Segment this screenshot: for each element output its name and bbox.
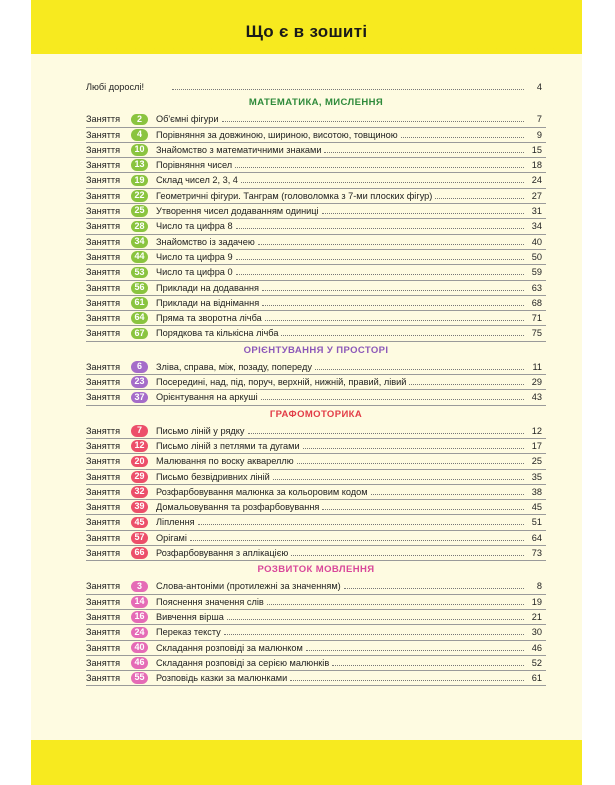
leader-dots (435, 198, 524, 199)
lesson-number-badge: 22 (131, 190, 148, 202)
page-number: 50 (531, 251, 542, 262)
leader-dots (315, 369, 524, 370)
toc-entry[interactable] (86, 439, 546, 454)
page-number: 75 (531, 328, 542, 339)
toc-entry[interactable] (86, 485, 546, 500)
lesson-title: Письмо ліній у рядку (156, 425, 245, 436)
page-number: 18 (531, 160, 542, 171)
toc-entry[interactable] (86, 515, 546, 530)
toc-entry[interactable] (86, 311, 546, 326)
page-number: 21 (531, 611, 542, 622)
lesson-title: Приклади на віднімання (156, 297, 260, 308)
page-number: 46 (531, 642, 542, 653)
lesson-number-badge: 14 (131, 596, 148, 608)
toc-entry[interactable] (86, 470, 546, 485)
page-number: 9 (536, 129, 542, 140)
lesson-number-badge: 37 (131, 392, 148, 404)
leader-dots (290, 680, 524, 681)
lesson-label: Заняття (86, 642, 121, 653)
page-number: 38 (531, 486, 542, 497)
lesson-label: Заняття (86, 673, 121, 684)
toc-entry[interactable] (86, 424, 546, 439)
leader-dots (172, 89, 524, 90)
lesson-title: Розфарбовування малюнка за кольоровим кодом (156, 486, 368, 497)
leader-dots (198, 524, 524, 525)
lesson-label: Заняття (86, 456, 121, 467)
lesson-number-badge: 20 (131, 456, 148, 468)
lesson-title: Число та цифра 9 (156, 251, 233, 262)
lesson-label: Заняття (86, 236, 121, 247)
lesson-number-badge: 24 (131, 627, 148, 639)
toc-entry[interactable] (86, 143, 546, 158)
toc-entry[interactable] (86, 610, 546, 625)
lesson-title: Розповідь казки за малюнками (156, 673, 288, 684)
lesson-title: Порівняння за довжиною, шириною, висотою, товщиною (156, 129, 398, 140)
page-number: 63 (531, 282, 542, 293)
page-title: Що є в зошиті (245, 22, 368, 41)
page-number: 71 (531, 313, 542, 324)
lesson-number-badge: 2 (131, 114, 148, 126)
lesson-number-badge: 44 (131, 251, 148, 263)
lesson-number-badge: 40 (131, 642, 148, 654)
lesson-title: Вивчення вірша (156, 611, 224, 622)
lesson-label: Заняття (86, 425, 121, 436)
lesson-number-badge: 29 (131, 471, 148, 483)
lesson-title: Число та цифра 8 (156, 221, 233, 232)
lesson-label: Заняття (86, 611, 121, 622)
lesson-number-badge: 3 (131, 581, 148, 593)
lesson-title: Геометричні фігури. Танграм (головоломка з 7-ми плоских фігур) (156, 190, 433, 201)
page-number: 12 (531, 425, 542, 436)
lesson-label: Заняття (86, 361, 121, 372)
lesson-number-badge: 53 (131, 267, 148, 279)
leader-dots (241, 182, 524, 183)
page-number: 8 (536, 581, 542, 592)
page-number: 52 (531, 657, 542, 668)
lesson-title: Письмо безвідривних ліній (156, 471, 270, 482)
page-number: 25 (531, 456, 542, 467)
lesson-label: Заняття (86, 251, 121, 262)
page (31, 0, 582, 785)
leader-dots (401, 137, 524, 138)
table-of-contents (86, 80, 546, 686)
leader-dots (265, 320, 524, 321)
toc-entry[interactable] (86, 390, 546, 405)
leader-dots (262, 290, 524, 291)
leader-dots (261, 399, 524, 400)
page-number: 64 (531, 532, 542, 543)
toc-entry[interactable] (86, 219, 546, 234)
lesson-label: Заняття (86, 160, 121, 171)
lesson-title: Утворення чисел додаванням одиниці (156, 206, 319, 217)
lesson-number-badge: 10 (131, 144, 148, 156)
leader-dots (291, 555, 524, 556)
lesson-title: Домальовування та розфарбовування (156, 502, 320, 513)
toc-entry[interactable] (86, 595, 546, 610)
lesson-title: Число та цифра 0 (156, 267, 233, 278)
lesson-number-badge: 32 (131, 486, 148, 498)
lesson-title: Пояснення значення слів (156, 596, 264, 607)
toc-entry[interactable] (86, 625, 546, 640)
lesson-number-badge: 4 (131, 129, 148, 141)
leader-dots (224, 634, 524, 635)
lesson-title: Порядкова та кількісна лічба (156, 328, 279, 339)
lesson-title: Письмо ліній з петлями та дугами (156, 440, 300, 451)
page-number: 11 (532, 361, 542, 372)
page-number: 7 (536, 114, 542, 125)
lesson-label: Заняття (86, 144, 121, 155)
leader-dots (409, 384, 524, 385)
header-wave-edge (31, 48, 582, 62)
lesson-title: Порівняння чисел (156, 160, 233, 171)
lesson-number-badge: 45 (131, 517, 148, 529)
toc-entry[interactable] (86, 250, 546, 265)
lesson-title: Складання розповіді за малюнком (156, 642, 303, 653)
leader-dots (324, 152, 524, 153)
lesson-label: Заняття (86, 190, 121, 201)
lesson-number-badge: 34 (131, 236, 148, 248)
leader-dots (281, 335, 524, 336)
section-heading: РОЗВИТОК МОВЛЕННЯ (257, 564, 375, 576)
lesson-title: Знайомство з математичними знаками (156, 144, 322, 155)
lesson-label: Заняття (86, 596, 121, 607)
leader-dots (222, 121, 524, 122)
leader-dots (371, 494, 524, 495)
page-number: 19 (531, 596, 542, 607)
leader-dots (235, 167, 524, 168)
page-number: 61 (531, 673, 542, 684)
page-number: 29 (531, 377, 542, 388)
page-number: 45 (531, 502, 542, 513)
lesson-number-badge: 56 (131, 282, 148, 294)
intro-text: Любі дорослі! (86, 82, 145, 92)
section-heading: ГРАФОМОТОРИКА (269, 408, 363, 420)
lesson-number-badge: 12 (131, 440, 148, 452)
lesson-title: Орігамі (156, 532, 187, 543)
lesson-label: Заняття (86, 114, 121, 125)
toc-entry[interactable] (86, 500, 546, 515)
lesson-title: Слова-антоніми (протилежні за значенням) (156, 581, 341, 592)
lesson-label: Заняття (86, 377, 121, 388)
lesson-label: Заняття (86, 471, 121, 482)
lesson-title: Об'ємні фігури (156, 114, 219, 125)
page-number: 59 (531, 267, 542, 278)
toc-entry[interactable] (86, 173, 546, 188)
toc-entry[interactable] (86, 454, 546, 469)
toc-entry[interactable] (86, 189, 546, 204)
section-heading: МАТЕМАТИКА, МИСЛЕННЯ (248, 97, 384, 109)
leader-dots (322, 213, 524, 214)
lesson-number-badge: 25 (131, 205, 148, 217)
lesson-title: Переказ тексту (156, 627, 221, 638)
toc-entry[interactable] (86, 641, 546, 656)
lesson-title: Ліплення (156, 517, 195, 528)
lesson-label: Заняття (86, 282, 121, 293)
lesson-label: Заняття (86, 440, 121, 451)
page-number: 68 (531, 297, 542, 308)
leader-dots (262, 305, 524, 306)
lesson-title: Приклади на додавання (156, 282, 259, 293)
leader-dots (236, 259, 524, 260)
toc-entry[interactable] (86, 360, 546, 375)
page-number: 73 (531, 548, 542, 559)
intro-page: 4 (536, 82, 542, 92)
page-number: 40 (531, 236, 542, 247)
lesson-number-badge: 64 (131, 312, 148, 324)
toc-entry[interactable] (86, 158, 546, 173)
lesson-title: Складання розповіді за серією малюнків (156, 657, 330, 668)
lesson-number-badge: 6 (131, 361, 148, 373)
page-number: 30 (531, 627, 542, 638)
toc-entry[interactable] (86, 579, 546, 594)
toc-entry[interactable] (86, 235, 546, 250)
lesson-label: Заняття (86, 657, 121, 668)
leader-dots (236, 228, 524, 229)
lesson-title: Малювання по воску аквареллю (156, 456, 294, 467)
lesson-number-badge: 23 (131, 376, 148, 388)
leader-dots (303, 448, 524, 449)
leader-dots (344, 588, 524, 589)
lesson-title: Посередині, над, під, поруч, верхній, нижній, правий, лівий (156, 377, 407, 388)
lesson-title: Зліва, справа, між, позаду, попереду (156, 361, 312, 372)
lesson-title: Розфарбовування з аплікацією (156, 548, 289, 559)
lesson-number-badge: 46 (131, 657, 148, 669)
toc-entry[interactable] (86, 128, 546, 143)
lesson-label: Заняття (86, 267, 121, 278)
sections (86, 94, 546, 686)
page-number: 31 (531, 206, 542, 217)
lesson-number-badge: 7 (131, 425, 148, 437)
footer-band (31, 740, 582, 785)
toc-entry[interactable] (86, 296, 546, 311)
page-number: 17 (531, 440, 542, 451)
page-number: 43 (531, 392, 542, 403)
lesson-label: Заняття (86, 627, 121, 638)
toc-entry[interactable] (86, 375, 546, 390)
lesson-title: Склад чисел 2, 3, 4 (156, 175, 238, 186)
lesson-number-badge: 61 (131, 297, 148, 309)
lesson-label: Заняття (86, 221, 121, 232)
lesson-number-badge: 39 (131, 501, 148, 513)
leader-dots (258, 244, 524, 245)
lesson-number-badge: 28 (131, 221, 148, 233)
leader-dots (236, 274, 524, 275)
lesson-label: Заняття (86, 392, 121, 403)
lesson-label: Заняття (86, 328, 121, 339)
toc-entry[interactable] (86, 265, 546, 280)
lesson-label: Заняття (86, 532, 121, 543)
lesson-label: Заняття (86, 206, 121, 217)
page-number: 34 (531, 221, 542, 232)
page-number: 27 (531, 190, 542, 201)
leader-dots (322, 509, 524, 510)
page-number: 35 (531, 471, 542, 482)
toc-entry[interactable] (86, 204, 546, 219)
lesson-label: Заняття (86, 313, 121, 324)
lesson-number-badge: 19 (131, 175, 148, 187)
leader-dots (248, 433, 524, 434)
toc-entry[interactable] (86, 671, 546, 686)
lesson-label: Заняття (86, 175, 121, 186)
lesson-number-badge: 13 (131, 159, 148, 171)
toc-entry[interactable] (86, 546, 546, 561)
leader-dots (306, 650, 524, 651)
lesson-number-badge: 16 (131, 611, 148, 623)
toc-entry[interactable] (86, 656, 546, 671)
toc-entry[interactable] (86, 326, 546, 341)
toc-entry[interactable] (86, 281, 546, 296)
leader-dots (332, 665, 524, 666)
toc-entry[interactable] (86, 531, 546, 546)
lesson-title: Пряма та зворотна лічба (156, 313, 262, 324)
lesson-label: Заняття (86, 517, 121, 528)
leader-dots (227, 619, 524, 620)
page-number: 15 (531, 144, 542, 155)
lesson-title: Знайомство із задачею (156, 236, 255, 247)
lesson-number-badge: 67 (131, 328, 148, 340)
lesson-label: Заняття (86, 548, 121, 559)
toc-entry[interactable] (86, 112, 546, 127)
leader-dots (297, 463, 524, 464)
page-number: 24 (531, 175, 542, 186)
leader-dots (267, 604, 524, 605)
leader-dots (273, 479, 524, 480)
lesson-label: Заняття (86, 297, 121, 308)
page-number: 51 (531, 517, 542, 528)
lesson-label: Заняття (86, 486, 121, 497)
lesson-label: Заняття (86, 581, 121, 592)
intro-row[interactable] (86, 80, 546, 94)
section-heading: ОРІЄНТУВАННЯ У ПРОСТОРІ (243, 344, 389, 356)
lesson-label: Заняття (86, 129, 121, 140)
lesson-number-badge: 57 (131, 532, 148, 544)
lesson-number-badge: 66 (131, 547, 148, 559)
leader-dots (190, 540, 524, 541)
lesson-number-badge: 55 (131, 672, 148, 684)
lesson-title: Орієнтування на аркуші (156, 392, 258, 403)
lesson-label: Заняття (86, 502, 121, 513)
